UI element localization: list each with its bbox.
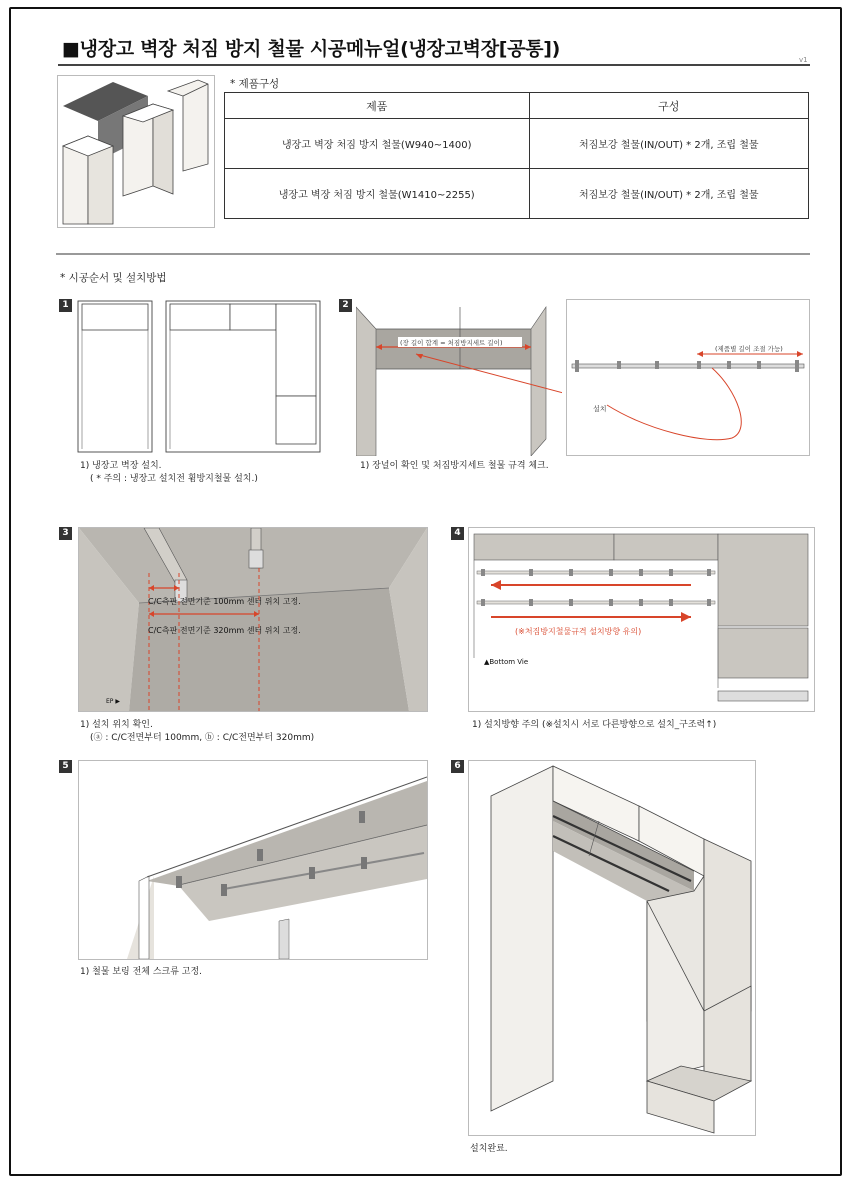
step-4-note-direction: (※처짐방지철물규격 설치방향 유의) — [515, 627, 642, 636]
step-3-ep-label: EP ▶ — [106, 698, 120, 705]
step-2-caption-1: 1) 장널이 확인 및 처짐방지세트 철물 규격 체크. — [360, 461, 549, 471]
table-cell: 냉장고 벽장 처짐 방지 철물(W1410~2255) — [225, 169, 530, 219]
table-header-composition: 구성 — [529, 93, 809, 119]
step-2-illustration-b — [566, 299, 810, 456]
procedure-label: * 시공순서 및 설치방법 — [60, 272, 167, 284]
step-2-illustration-a — [356, 299, 562, 456]
composition-label: * 제품구성 — [230, 78, 280, 90]
step-3-note-a: C/C측판 전면기준 100mm 센터 위치 고정. — [148, 597, 301, 606]
step-1-illustration — [76, 299, 322, 454]
step-4-illustration — [468, 527, 815, 712]
step-5-illustration — [78, 760, 428, 960]
step-4-caption-1: 1) 설치방향 주의 (※설치시 서로 다른방향으로 설치_구조력↑) — [472, 720, 717, 730]
step-2-note-install: 설치 — [593, 405, 607, 413]
step-6-caption-1: 설치완료. — [470, 1144, 508, 1154]
page-title: ■냉장고 벽장 처짐 방지 철물 시공메뉴얼(냉장고벽장[공통]) — [62, 38, 561, 60]
step-5-number: 5 — [59, 760, 72, 773]
step-3-note-b: C/C측판 전면기준 320mm 센터 위치 고정. — [148, 626, 301, 635]
table-row — [225, 119, 809, 169]
step-3-caption-1: 1) 설치 위치 확인. — [80, 720, 153, 730]
step-6-illustration — [468, 760, 756, 1136]
title-rule — [58, 64, 810, 66]
product-illustration — [57, 75, 215, 228]
step-6-number: 6 — [451, 760, 464, 773]
table-cell: 처짐보강 철물(IN/OUT) * 2개, 조립 철물 — [529, 169, 809, 219]
section-divider — [56, 253, 810, 255]
table-header-product: 제품 — [225, 93, 530, 119]
step-1-caption-2: ( * 주의 : 냉장고 설치전 휨방지철물 설치.) — [90, 474, 258, 484]
step-4-bottom-view: ▲Bottom Vie — [484, 658, 529, 666]
step-4-number: 4 — [451, 527, 464, 540]
table-cell: 냉장고 벽장 처짐 방지 철물(W940~1400) — [225, 119, 530, 169]
table-cell: 처짐보강 철물(IN/OUT) * 2개, 조립 철물 — [529, 119, 809, 169]
table-row — [225, 169, 809, 219]
step-2-note-width: (장 길이 합계 = 처짐방지세트 길이) — [400, 339, 503, 347]
step-2-number: 2 — [339, 299, 352, 312]
step-1-number: 1 — [59, 299, 72, 312]
step-3-illustration — [78, 527, 428, 712]
version-label: v1 — [799, 56, 808, 64]
composition-table — [224, 92, 809, 219]
step-2-note-adjust: (제품별 길이 조절 가능) — [715, 345, 783, 353]
step-5-caption-1: 1) 철물 보링 전체 스크류 고정. — [80, 967, 203, 977]
step-3-caption-2: (ⓐ : C/C전면부터 100mm, ⓑ : C/C전면부터 320mm) — [90, 733, 315, 743]
step-1-caption-1: 1) 냉장고 벽장 설치. — [80, 461, 162, 471]
step-3-number: 3 — [59, 527, 72, 540]
